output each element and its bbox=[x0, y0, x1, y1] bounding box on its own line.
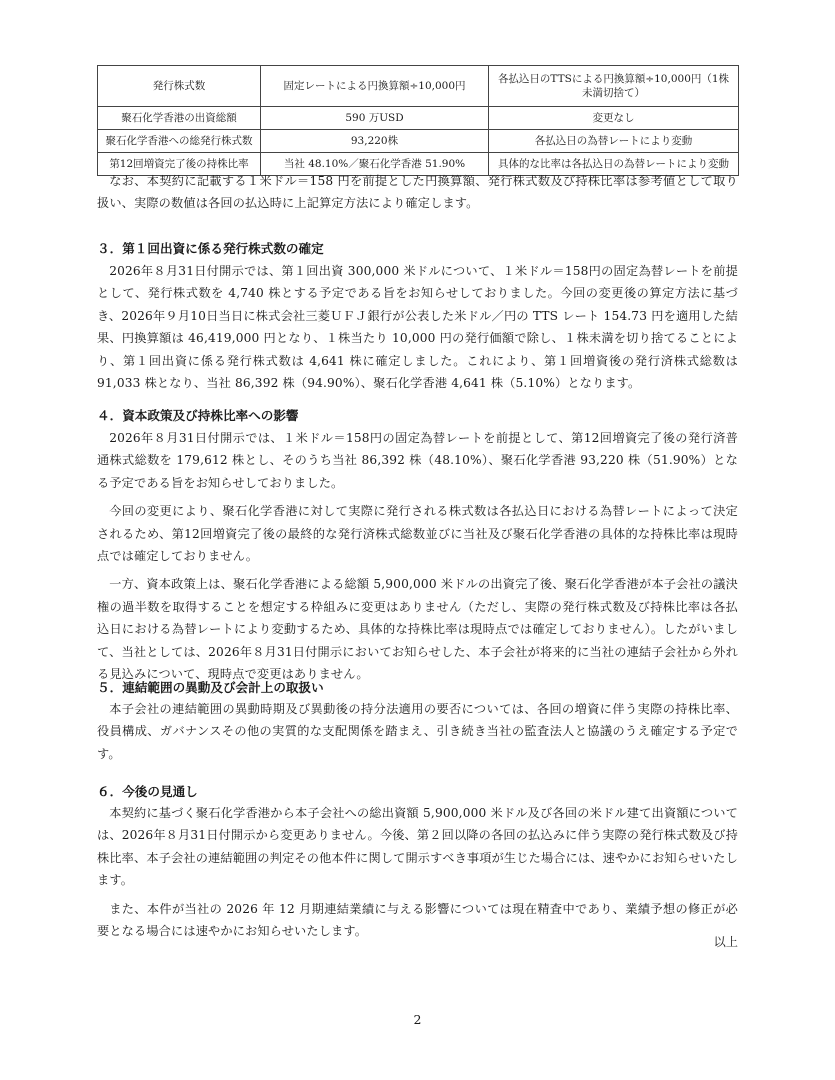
paragraph: 今回の変更により、聚石化学香港に対して実際に発行される株式数は各払込日における為替レートによって決定されるため、第12回増資完了後の最終的な発行済株式総数並びに当社及び聚石化学香港の具体的な持株比率は現時点では確定しておりません。 bbox=[97, 504, 738, 564]
section-body bbox=[97, 802, 738, 942]
closing-text: 以上 bbox=[713, 935, 738, 949]
table-cell: 聚石化学香港への総発行株式数 bbox=[98, 130, 261, 153]
table-cell: 590 万USD bbox=[261, 107, 489, 130]
table-cell: 発行株式数 bbox=[98, 66, 261, 107]
section-heading: ４．資本政策及び持株比率への影響 bbox=[97, 408, 299, 423]
intro-note bbox=[97, 170, 738, 215]
paragraph: 一方、資本政策上は、聚石化学香港による総額 5,900,000 米ドルの出資完了後、聚石化学香港が本子会社の議決権の過半数を取得することを想定する枠組みに変更はありません（ただし、実際の発行株式数及び持株比率は各払込日における為替レートにより変動するため、具体的な持株比率は現時点では確定しておりません）。したがいまして、当社としては、2026年８月31日付開示においてお知らせした、本子会社が将来的に当社の連結子会社から外れる見込みについて、現時点で変更はありません。 bbox=[97, 577, 738, 682]
table-cell: 固定レートによる円換算額÷10,000円 bbox=[261, 66, 489, 107]
table-cell: 当社 48.10%／聚石化学香港 51.90% bbox=[261, 153, 489, 176]
table-cell: 具体的な比率は各払込日の為替レートにより変動 bbox=[489, 153, 739, 176]
table-row bbox=[98, 107, 739, 130]
paragraph: 本子会社の連結範囲の異動時期及び異動後の持分法適用の要否については、各回の増資に伴う実際の持株比率、役員構成、ガバナンスその他の実質的な支配関係を踏まえ、引き続き当社の監査法人と協議のうえ確定する予定です。 bbox=[97, 702, 738, 761]
table-cell: 93,220株 bbox=[261, 130, 489, 153]
paragraph: 本契約に基づく聚石化学香港から本子会社への総出資額 5,900,000 米ドル及び各回の米ドル建て出資額については、2026年８月31日付開示から変更ありません。今後、第２回以降の各回の払込みに伴う実際の発行株式数及び持株比率、本子会社の連結範囲の判定その他本件に関して開示すべき事項が生じた場合には、速やかにお知らせいたします。 bbox=[97, 806, 738, 888]
section-body bbox=[97, 698, 738, 765]
paragraph: また、本件が当社の 2026 年 12 月期連結業績に与える影響については現在精査中であり、業績予想の修正が必要となる場合には速やかにお知らせいたします。 bbox=[97, 901, 738, 939]
paragraph: なお、本契約に記載する１米ドル＝158 円を前提とした円換算額、発行株式数及び持株比率は参考値として取り扱い、実際の数値は各回の払込時に上記算定方法により確定します。 bbox=[97, 174, 738, 211]
section-heading: ３．第１回出資に係る発行株式数の確定 bbox=[97, 241, 324, 256]
page-number: 2 bbox=[413, 1012, 422, 1027]
table-cell: 各払込日の為替レートにより変動 bbox=[489, 130, 739, 153]
table-cell: 聚石化学香港の出資総額 bbox=[98, 107, 261, 130]
section-heading: ６．今後の見通し bbox=[97, 784, 198, 799]
section-body bbox=[97, 427, 738, 685]
section-heading: ５．連結範囲の異動及び会計上の取扱い bbox=[97, 680, 324, 695]
paragraph: 2026年８月31日付開示では、第１回出資 300,000 米ドルについて、１米ドル＝158円の固定為替レートを前提として、発行株式数を 4,740 株とする予定である旨をお知らせしておりました。今回の変更後の算定方法に基づき、2026年９月10日当日に株式会社三菱ＵＦＪ銀行が公表した米ドル／円の TTS レート 154.73 円を適用した結果、円換算額は 46,419,000 円となり、１株当たり 10,000 円の発行価額で除し、１株未満を切り捨てることにより、第１回出資に係る発行株式数は 4,641 株に確定しました。これにより、第１回増資後の発行済株式総数は 91,033 株となり、当社 86,392 株（94.90%）、聚石化学香港 4,641 株（5.10%）となります。 bbox=[97, 264, 738, 391]
table-cell: 各払込日のTTSによる円換算額÷10,000円（1株未満切捨て） bbox=[489, 66, 739, 107]
section-body bbox=[97, 260, 738, 394]
comparison-table bbox=[97, 65, 739, 176]
table-header-row bbox=[98, 66, 739, 107]
table-row bbox=[98, 130, 739, 153]
table-cell: 変更なし bbox=[489, 107, 739, 130]
table-cell: 第12回増資完了後の持株比率 bbox=[98, 153, 261, 176]
paragraph: 2026年８月31日付開示では、１米ドル＝158円の固定為替レートを前提として、第12回増資完了後の発行済普通株式総数を 179,612 株とし、そのうち当社 86,392 株（48.10%）、聚石化学香港 93,220 株（51.90%）となる予定である旨をお知らせしておりました。 bbox=[97, 431, 738, 490]
